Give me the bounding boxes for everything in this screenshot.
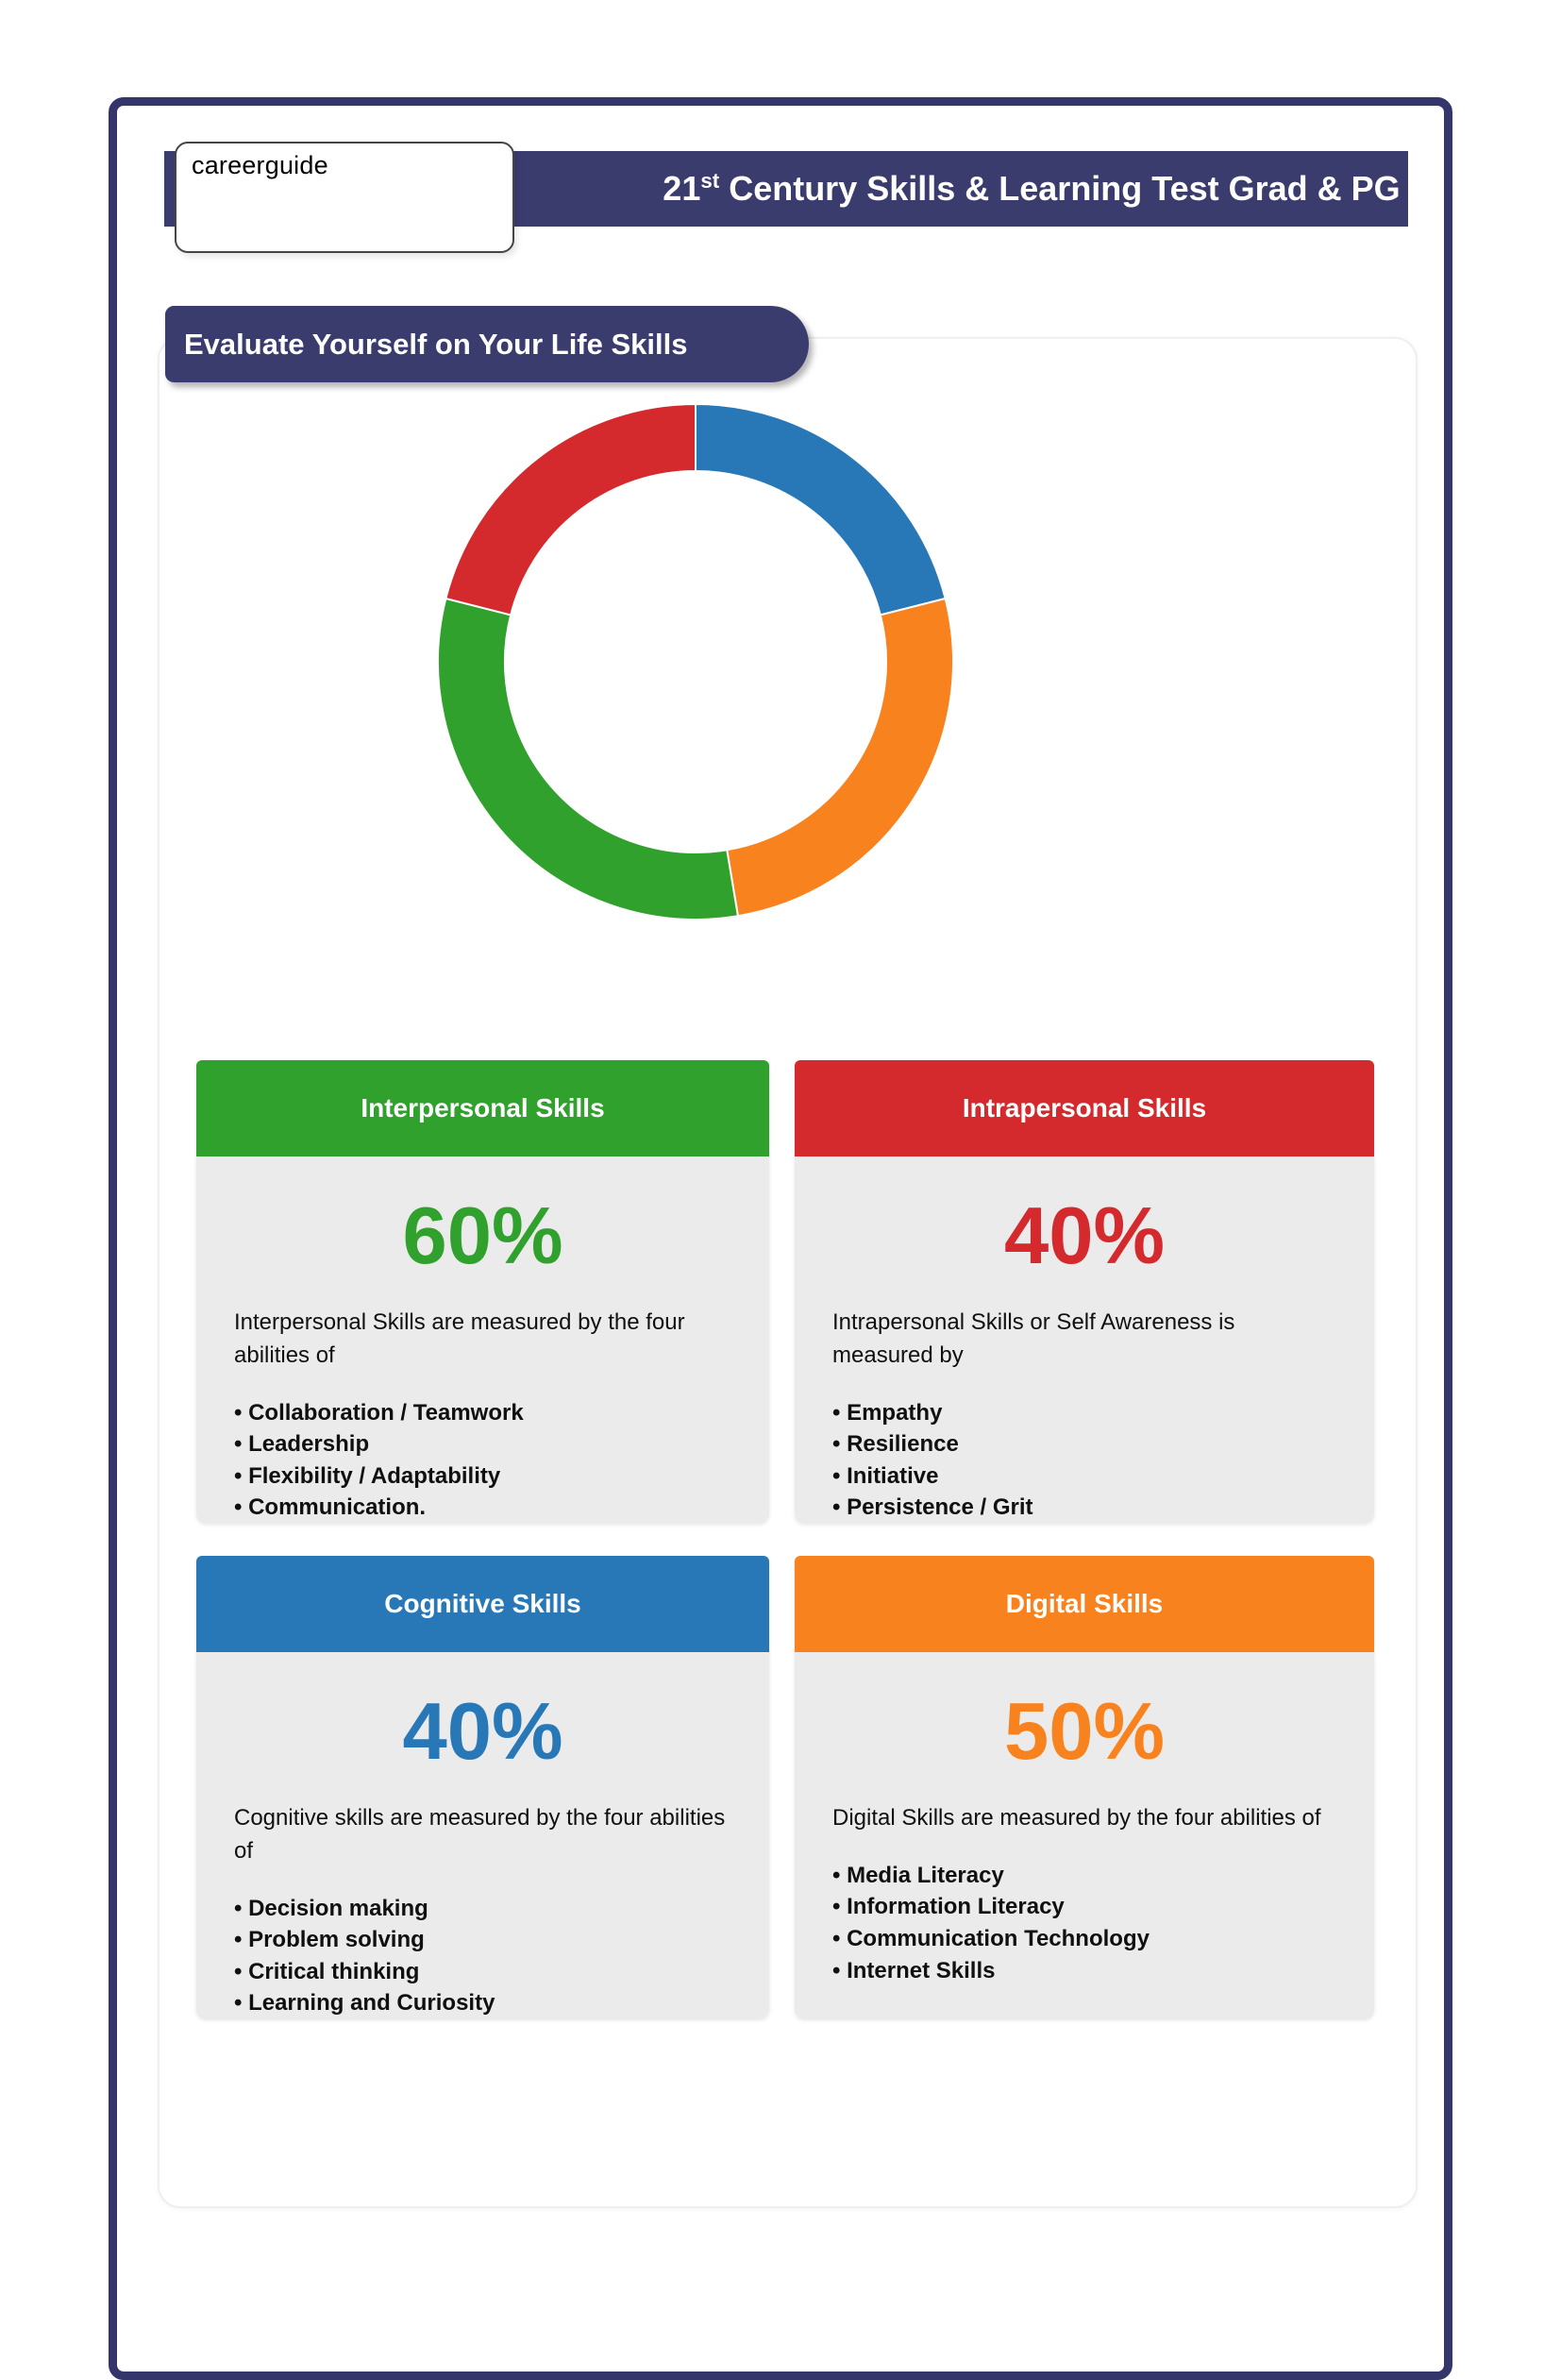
donut-svg — [436, 402, 955, 921]
skill-percent-value: 60% — [402, 1191, 563, 1281]
bullet-item: • Internet Skills — [832, 1957, 996, 1983]
skill-card — [795, 1060, 1374, 1523]
bullet-item: • Initiative — [832, 1462, 939, 1489]
bullet-item: • Decision making — [234, 1895, 428, 1921]
bullet-item: • Learning and Curiosity — [234, 1990, 495, 2017]
skill-card-body — [795, 1652, 1374, 2018]
skill-bullet-list — [234, 1397, 731, 1524]
skill-card-title: Intrapersonal Skills — [962, 1093, 1207, 1122]
bullet-item: • Communication. — [234, 1494, 427, 1521]
title-text: Century Skills & Learning Test Grad & PG — [719, 169, 1401, 208]
title-ordinal-suffix: st — [700, 169, 720, 193]
skill-percent-value: 50% — [1003, 1687, 1166, 1777]
bullet-item: • Critical thinking — [234, 1958, 420, 1984]
skill-description: Interpersonal Skills are measured by the four abilities of — [234, 1309, 685, 1368]
donut-segment-intrapersonal-skills — [445, 404, 696, 615]
skill-card-body — [196, 1156, 769, 1523]
skill-description: Cognitive skills are measured by the four abilities of — [234, 1805, 726, 1864]
bullet-item: • Problem solving — [234, 1927, 425, 1953]
bullet-item: • Flexibility / Adaptability — [234, 1462, 501, 1489]
skill-card-title: Digital Skills — [1005, 1589, 1164, 1618]
skill-card-header — [795, 1556, 1374, 1652]
skill-description: Digital Skills are measured by the four abilities of — [832, 1805, 1321, 1831]
skill-card-header — [196, 1060, 769, 1156]
title-number: 21 — [663, 169, 701, 208]
skill-card-body — [795, 1156, 1374, 1523]
skill-card-header — [795, 1060, 1374, 1156]
skill-bullet-list — [832, 1397, 1336, 1524]
bullet-item: • Leadership — [234, 1431, 370, 1458]
skill-percent-value: 40% — [1003, 1191, 1166, 1281]
section-badge: Evaluate Yourself on Your Life Skills — [165, 306, 809, 382]
careerguide-logo — [175, 142, 514, 253]
skill-card-header — [196, 1556, 769, 1652]
bullet-item: • Information Literacy — [832, 1894, 1065, 1920]
skill-card-title: Cognitive Skills — [384, 1589, 581, 1618]
skill-description: Intrapersonal Skills or Self Awareness is measured by — [832, 1309, 1235, 1368]
skill-card-title: Interpersonal Skills — [361, 1093, 605, 1122]
donut-segment-interpersonal-skills — [438, 599, 738, 920]
donut-segment-digital-skills — [727, 599, 953, 916]
bullet-item: • Collaboration / Teamwork — [234, 1399, 524, 1426]
bullet-item: • Persistence / Grit — [832, 1494, 1033, 1521]
bullet-item: • Media Literacy — [832, 1862, 1004, 1888]
careerguide-logo-text: careerguide — [192, 151, 328, 179]
skill-card — [795, 1556, 1374, 2018]
skill-cards-grid — [196, 1060, 1374, 2018]
skill-bullet-list — [234, 1893, 731, 2019]
bullet-item: • Communication Technology — [832, 1925, 1150, 1951]
skill-percent-value: 40% — [402, 1687, 563, 1777]
bullet-item: • Empathy — [832, 1399, 943, 1426]
bullet-item: • Resilience — [832, 1431, 959, 1458]
life-skills-donut-chart — [436, 402, 955, 921]
skill-card-body — [196, 1652, 769, 2018]
skill-bullet-list — [832, 1860, 1336, 1986]
donut-segment-cognitive-skills — [696, 404, 946, 615]
skill-card — [196, 1060, 769, 1523]
skill-card — [196, 1556, 769, 2018]
